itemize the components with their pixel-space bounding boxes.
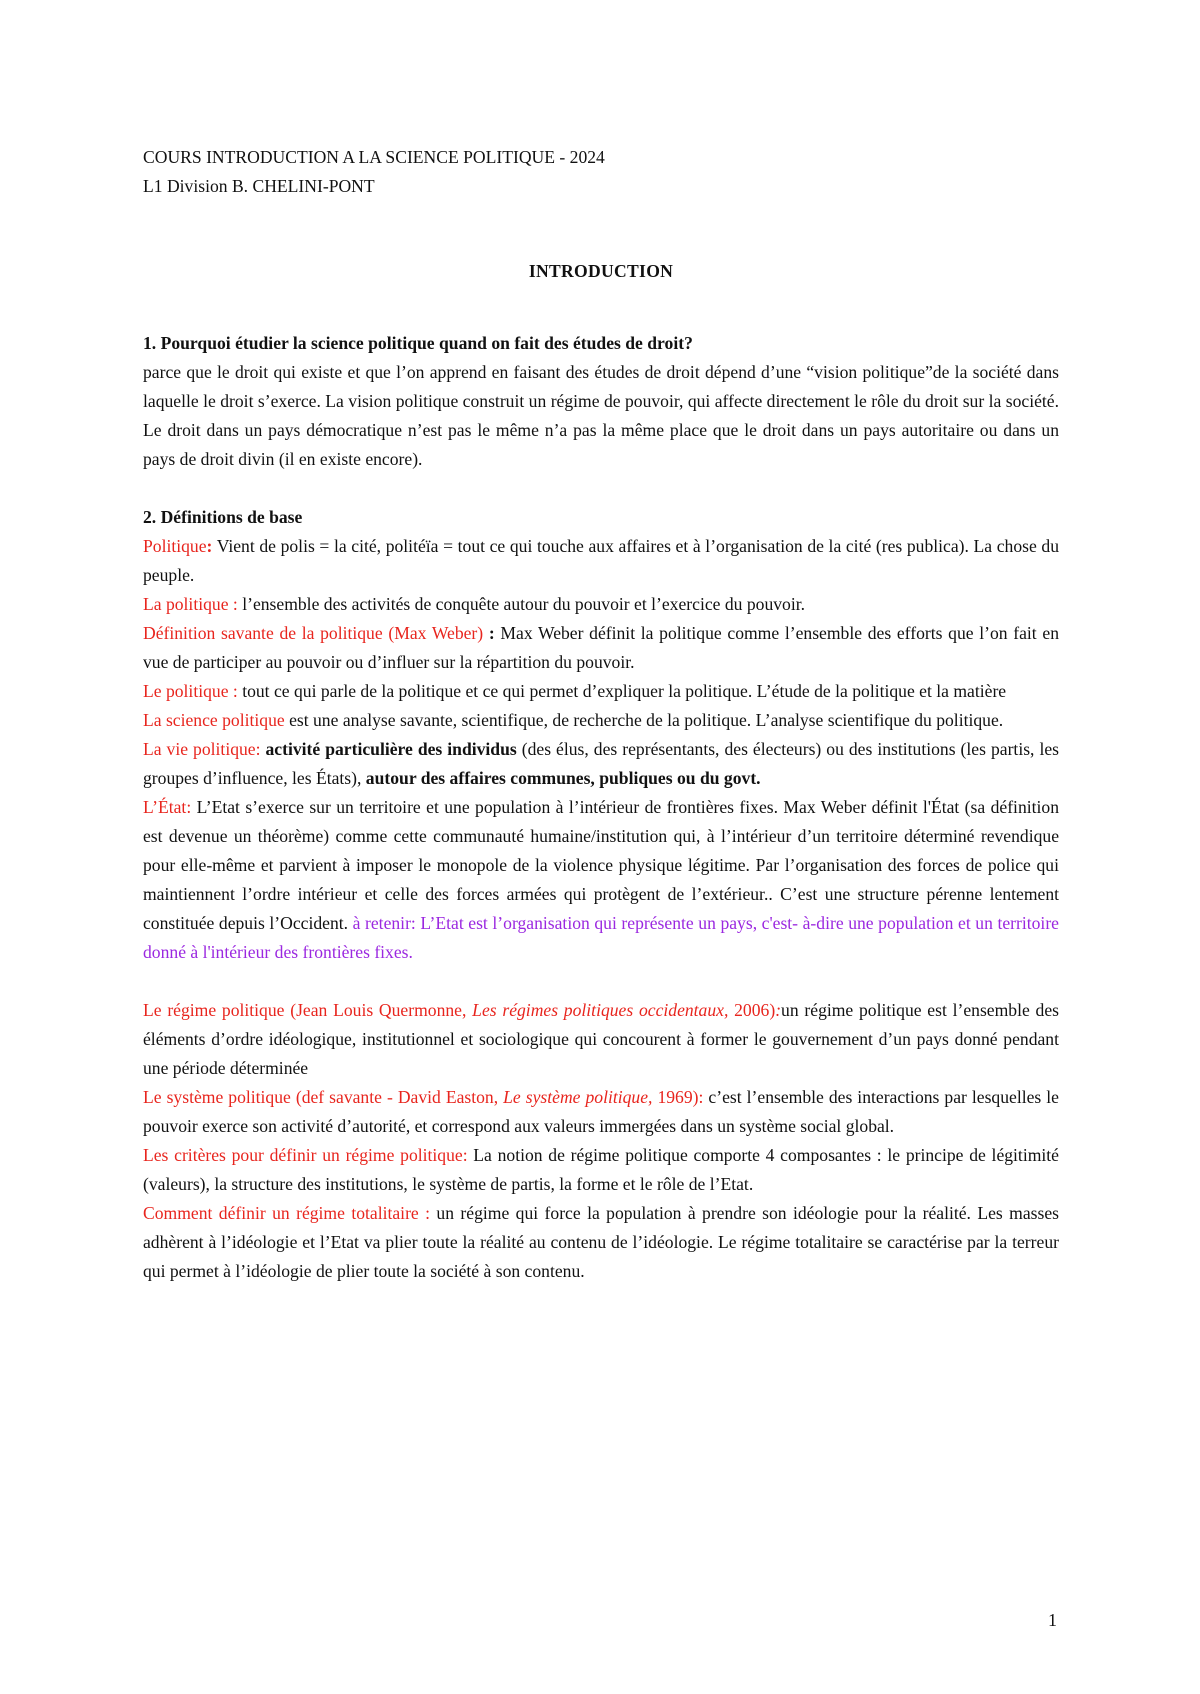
definition-criteres	[143, 1141, 1059, 1199]
definition-text: La notion de régime politique comporte 4 composantes : le principe de légitimité (valeurs), la structure des institutions, le système de partis, la forme et le rôle de l’Etat.	[143, 1145, 1059, 1194]
term-etat: L’État:	[143, 797, 192, 817]
definition-systeme-politique	[143, 1083, 1059, 1141]
term-regime-totalitaire: Comment définir un régime totalitaire :	[143, 1203, 431, 1223]
section-1-body: parce que le droit qui existe et que l’on apprend en faisant des études de droit dépend d’une “vision politique”de la société dans laquelle le droit s’exerce. La vision politique construit un régime de pouvoir, qui affecte directement le rôle du droit sur la société. Le droit dans un pays démocratique n’est pas le même n’a pas la même place que le droit dans un pays autoritaire ou dans un pays de droit divin (il en existe encore).	[143, 362, 1059, 469]
definition-text: un régime politique est l’ensemble des éléments d’ordre idéologique, institutionnel et sociologique qui concourent à former le gouvernement d’un pays donné pendant une période déterminée	[143, 1000, 1060, 1078]
term-criteres: Les critères pour définir un régime politique:	[143, 1145, 468, 1165]
definition-text: c’est l’ensemble des interactions par lesquelles le pouvoir exerce son activité d’autorité, et correspond aux valeurs immergées dans un système social global.	[143, 1087, 1059, 1136]
definition-text: Vient de polis = la cité, politéïa = tout ce qui touche aux affaires et à l’organisation de la cité (res publica). La chose du peuple.	[143, 536, 1059, 585]
page-title: INTRODUCTION	[528, 261, 674, 281]
term-la-politique: La politique :	[143, 594, 238, 614]
term-vie-politique: La vie politique:	[143, 739, 261, 759]
definition-text: l’ensemble des activités de conquête autour du pouvoir et l’exercice du pouvoir.	[237, 594, 806, 614]
term-part: Le système politique (def savante - David Easton,	[143, 1087, 504, 1107]
a-retenir-note: à retenir: L’Etat est l’organisation qui représente un pays, c'est- à-dire une population et un territoire donné à l'intérieur des frontières fixes.	[143, 913, 1059, 962]
term-colon: :	[775, 1000, 782, 1020]
section-1-heading: 1. Pourquoi étudier la science politique quand on fait des études de droit?	[143, 333, 693, 353]
term-part: Le régime politique (Jean Louis Quermonne,	[143, 1000, 473, 1020]
term-definition-savante: Définition savante de la politique (Max Weber)	[143, 623, 484, 643]
definition-etat	[143, 793, 1059, 967]
definition-politique	[143, 532, 1059, 590]
bold-phrase: autour des affaires communes, publiques ou du govt.	[365, 768, 761, 788]
definition-text: tout ce qui parle de la politique et ce qui permet d’expliquer la politique. L’étude de la politique et la matière	[237, 681, 1007, 701]
term-le-politique: Le politique :	[143, 681, 238, 701]
definition-vie-politique	[143, 735, 1059, 793]
definition-regime-totalitaire	[143, 1199, 1059, 1286]
term-colon: :	[206, 536, 213, 556]
term-regime-politique	[143, 1000, 781, 1020]
term-part: 1969):	[652, 1087, 704, 1107]
page-number: 1	[1048, 1610, 1057, 1630]
course-author: L1 Division B. CHELINI-PONT	[143, 176, 375, 196]
document-body	[143, 143, 1059, 1286]
definition-science-politique	[143, 706, 1059, 735]
book-title: Les régimes politiques occidentaux,	[472, 1000, 729, 1020]
bold-phrase: activité particulière des individus	[260, 739, 517, 759]
term-systeme-politique	[143, 1087, 703, 1107]
book-title: Le système politique,	[503, 1087, 653, 1107]
definition-le-politique	[143, 677, 1059, 706]
definition-la-politique	[143, 590, 1059, 619]
term-politique: Politique	[143, 536, 207, 556]
definition-text: (des élus, des représentants, des électeurs) ou des institutions (les partis, les groupes d’influence, les États),	[143, 739, 1059, 788]
definition-regime-politique	[143, 996, 1059, 1083]
term-colon: :	[483, 623, 495, 643]
term-science-politique: La science politique	[143, 710, 285, 730]
definition-text: est une analyse savante, scientifique, de recherche de la politique. L’analyse scientifique du politique.	[284, 710, 1004, 730]
section-2-heading: 2. Définitions de base	[143, 507, 303, 527]
definition-text: L’Etat s’exerce sur un territoire et une population à l’intérieur de frontières fixes. Max Weber définit l'État (sa définition est devenue un théorème) comme cette communauté humaine/institution qui, à l’intérieur d’un territoire déterminé revendique pour elle-même et parvient à imposer le monopole de la violence physique légitime. Par l’organisation des forces de police qui maintiennent l’ordre intérieur et celle des forces armées qui protègent de l’extérieur.. C’est une structure pérenne lentement constituée depuis l’Occident.	[143, 797, 1059, 933]
definition-text: un régime qui force la population à prendre son idéologie pour la réalité. Les masses adhèrent à l’idéologie et l’Etat va plier toute la réalité au contenu de l’idéologie. Le régime totalitaire se caractérise par la terreur qui permet à l’idéologie de plier toute la société à son contenu.	[143, 1203, 1059, 1281]
definition-savante	[143, 619, 1059, 677]
course-title: COURS INTRODUCTION A LA SCIENCE POLITIQUE - 2024	[143, 147, 605, 167]
definition-text: Max Weber définit la politique comme l’ensemble des efforts que l’on fait en vue de participer au pouvoir ou d’influer sur la répartition du pouvoir.	[143, 623, 1059, 672]
term-part: 2006)	[728, 1000, 776, 1020]
